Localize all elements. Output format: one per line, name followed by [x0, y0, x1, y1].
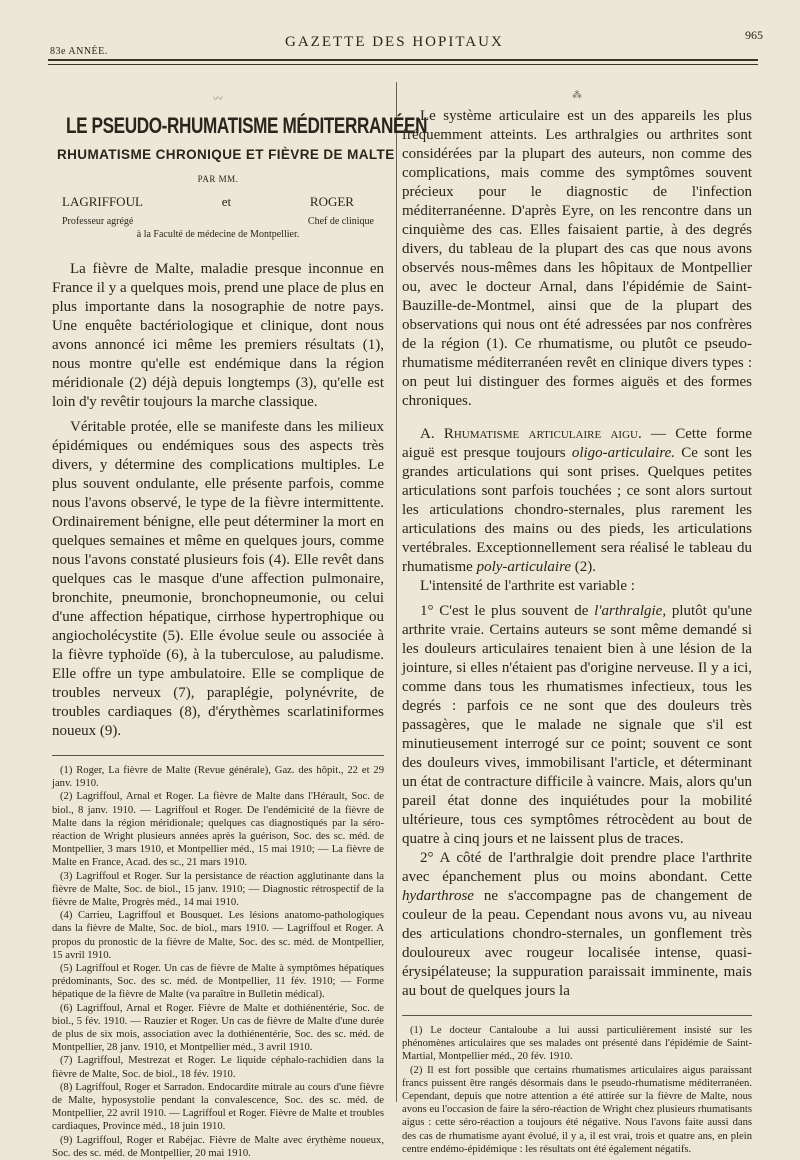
page-number: 965: [745, 28, 763, 42]
footnote-right-2: (2) Il est fort possible que certains rhumatismes articulaires aigus paraissant francs puissent être rangés désormais dans le pseudo-rhumatisme méditerranéen. Cependant, depuis que notre attention a été attirée sur la fièvre de Malte, nous avons eu l'occasion de faire la séro-réaction de Wright chez plusieurs rhumatisants aigus : cette séro-réaction a toujours été négative. Nous l'avons faite aussi dans des cas de rhumatisme ayant évolué, il y a, il est vrai, trois et quatre ans, en plein centre endémo-épidémique : les résultats ont été également négatifs.: [402, 1064, 752, 1155]
p4-text-a: 1° C'est le plus souvent de: [420, 603, 595, 619]
p5-italic-hydarthrose: hydarthrose: [402, 888, 474, 904]
footnotes-left: [52, 764, 384, 1160]
footnote-left-4: (4) Carrieu, Lagriffoul et Bousquet. Les lésions anatomo-pathologiques dans la fièvre de Malte, Soc. de biol., mars 1910. — Lagriffoul et Roger. A propos du pronostic de la fièvre de Malte, Soc. des sc. méd. de Montpellier, 15 avril 1910.: [52, 910, 384, 961]
footnote-rule-left: [52, 755, 384, 756]
p2-italic-oligo: oligo-articulaire.: [571, 445, 676, 461]
left-paragraph-2: Véritable protée, elle se manifeste dans les milieux épidémiques ou endémiques sous des aspects très divers, y détermine des complications multiples. Le plus souvent ondulante, elle présente parfois, comme nous l'avons observé, le type de la fièvre intermittente. Ordinairement bénigne, elle peut déterminer la mort en quelques semaines et même en quelques jours, comme nous l'avons constaté plusieurs fois (4). Elle revêt dans quelques cas le masque d'une affection pulmonaire, bronchite, pneumonie, bronchopneumonie, ou celui d'une affection hépatique, cirrhose hypertrophique ou angiocholécystite (5). Elle évolue seule ou associée à la fièvre typhoïde (6), à la tuberculose, au paludisme. Elle offre un type ambulatoire. Elle se complique de troubles nerveux (7), paraplégie, polynévrite, de troubles cardiaques (8), d'érythèmes scarlatiniformes noueux (9).: [52, 419, 384, 739]
footnote-left-3: (3) Lagriffoul et Roger. Sur la persistance de réaction agglutinante dans la fièvre de Malte, Soc. de biol., 15 janv. 1910; — Diagnostic rétrospectif de la fièvre de Malte, Progrès méd., 14 mai 1910.: [52, 870, 384, 909]
header-rule-thick: [48, 59, 758, 61]
footnotes-right: [402, 1024, 752, 1156]
column-divider: [396, 82, 397, 1102]
right-paragraph-3: L'intensité de l'arthrite est variable :: [420, 578, 635, 594]
right-ornament: ⁂: [572, 90, 582, 101]
affiliations-row: [62, 216, 374, 228]
left-paragraph-1: La fièvre de Malte, maladie presque inconnue en France il y a quelques mois, prend une place de plus en plus importante dans la nosographie de notre pays. Une enquête bactériologique et clinique, dont nous avons annoncé ici même les premiers résultats (1), nous montre qu'elle est endémique dans la région méridionale (2) déjà depuis longtemps (3), qu'elle est loin d'y revêtir toujours la marche classique.: [52, 261, 384, 410]
top-ornament: 〰: [213, 94, 223, 105]
journal-title: GAZETTE DES HOPITAUX: [285, 34, 504, 50]
p2-text-a: — Cette forme aiguë est presque toujours: [402, 426, 752, 461]
right-paragraph-1: Le système articulaire est un des appareils les plus fréquemment atteints. Les arthralgies ou arthrites sont considérées par la plupart des auteurs, non comme des complications, mais comme des symptômes souvent précieux pour le diagnostic de l'infection méditerranéenne. D'après Eyre, on les rencontre dans un cinquième des cas. Elles faisaient partie, à des degrés divers, du tableau de la plupart des cas que nous avons observés nous-mêmes dans les hôpitaux de Montpellier ou, avec le docteur Arnal, dans l'épidémie de Saint-Bauzille-de-Montmel, ainsi que de la plupart des observations qui nous ont été adressées par nos confrères de la région (1). Ce rhumatisme, ou plutôt ce pseudo-rhumatisme méditerranéen revêt en clinique divers types : on peut lui distinguer des formes aiguës et des formes chroniques.: [402, 108, 752, 409]
footnote-left-9: (9) Lagriffoul, Roger et Rabéjac. Fièvre de Malte avec érythème noueux, Soc. des sc. méd. de Montpellier, 20 mai 1910.: [52, 1134, 384, 1159]
affil-faculte: à la Faculté de médecine de Montpellier.: [136, 229, 300, 240]
header-rule-thin: [48, 64, 758, 65]
p4-text-b: plutôt qu'une arthrite vraie. Certains auteurs se sont même demandé si les douleurs articulaires tenaient bien à une lésion de la jointure, si elles n'étaient pas d'origine nerveuse. Il y a ici, comme dans tous les rhumatismes infectieux, tous les degrés : parfois ce ne sont que des douleurs très passagères, que le malade ne signale que s'il est minutieusement interrogé sur ce point; souvent ce sont des douleurs vives, immobilisant l'article, et déterminant un état de contracture difficile à vaincre. Mais, alors qu'un pareil état donne des inquiétudes pour la mobilité ultérieure, tous ces symptômes rétrocèdent au bout de quatre à cinq jours et ne laissent plus de traces.: [402, 603, 752, 847]
authors-row: [62, 194, 354, 210]
p5-text-b: ne s'accompagne pas de changement de couleur de la peau. Cependant nous avons vu, au niveau des articulations chondro-sternales, un gonflement très douloureux avec rougeur localisée intense, quasi-érysipélateuse; la suppuration paraissait imminente, mais au bout de quelques jours la: [402, 888, 752, 999]
author-conjunction: et: [221, 194, 232, 209]
footnote-left-2: (2) Lagriffoul, Arnal et Roger. La fièvre de Malte dans l'Hérault, Soc. de biol., 8 janv. 1910. — Lagriffoul et Roger. De l'endémicité de la fièvre de Malte dans la région méridionale; quelques cas diagnostiqués par la séro-réaction de Wright plusieurs années après la guérison, Soc. des sc. méd. de Montpellier, 3 mars 1910, et Montpellier méd., 15 mai 1910; — La fièvre de Malte en France, Acad. des sc., 21 mars 1910.: [52, 791, 384, 869]
right-paragraph-4: [402, 602, 752, 849]
author-lagriffoul: LAGRIFFOUL: [62, 194, 143, 209]
section-heading-aigu: A. Rhumatisme articulaire aigu.: [420, 426, 642, 442]
right-paragraph-2: [402, 425, 752, 577]
p2-text-b: Ce sont les grandes articulations qui sont prises. Quelques petites articulations sont parfois touchées ; ce sont alors surtout les articulations chondro-sternales, plus rarement les articulations des mains ou des pieds, les articulations vertébrales. Exceptionnellement sera réalisé le tableau du rhumatisme: [402, 445, 752, 575]
footnote-left-1: (1) Roger, La fièvre de Malte (Revue générale), Gaz. des hôpit., 22 et 29 janv. 1910.: [52, 765, 384, 790]
left-column: [52, 92, 428, 1160]
right-paragraph-5: [402, 849, 752, 1001]
right-column: [402, 92, 752, 1156]
p5-text-a: 2° A côté de l'arthralgie doit prendre place l'arthrite avec épanchement plus ou moins abondant. Cette: [402, 850, 752, 885]
affil-professeur: Professeur agrégé: [62, 216, 134, 227]
article-subtitle: RHUMATISME CHRONIQUE ET FIÈVRE DE MALTE: [57, 147, 395, 162]
year-label: 83e ANNÉE.: [50, 46, 108, 57]
footnote-left-8: (8) Lagriffoul, Roger et Sarradon. Endocardite mitrale au cours d'une fièvre de Malte, hyposystolie pendant la convalescence, Soc. des sc. méd. de Montpellier, 22 avril 1910. — Lagriffoul et Roger. Fièvre de Malte et troubles cardiaques, Province méd., 18 juin 1910.: [52, 1081, 384, 1133]
article-title: LE PSEUDO-RHUMATISME MÉDITERRANÉEN: [66, 113, 428, 138]
footnote-rule-right: [402, 1015, 752, 1016]
footnote-left-7: (7) Lagriffoul, Mestrezat et Roger. Le liquide céphalo-rachidien dans la fièvre de Malte, Soc. de biol., 18 fév. 1910.: [52, 1055, 384, 1080]
affil-chef: Chef de clinique: [307, 216, 374, 227]
footnote-left-6: (6) Lagriffoul, Arnal et Roger. Fièvre de Malte et dothiénentérie, Soc. de biol., 5 fév. 1910. — Rauzier et Roger. Un cas de fièvre de Malte d'une durée de plus de six mois, association avec la dothiénentérie, Soc. des sc. méd. de Montpellier, 28 janv. 1910, et Montpellier méd., 3 avril 1910.: [52, 1002, 384, 1054]
author-roger: ROGER: [309, 194, 354, 209]
p4-italic-arthralgie: l'arthralgie,: [594, 603, 667, 619]
p2-text-c: (2).: [571, 559, 597, 575]
byline-par: PAR MM.: [197, 174, 239, 184]
p2-italic-poly: poly-articulaire: [476, 559, 572, 575]
footnote-right-1: (1) Le docteur Cantaloube a lui aussi particulièrement insisté sur les phénomènes articulaires que ses malades ont présenté dans l'épidémie de Saint-Martial, Montpellier méd., 20 fév. 1910.: [402, 1025, 752, 1063]
footnote-left-5: (5) Lagriffoul et Roger. Un cas de fièvre de Malte à symptômes hépatiques prédominants, Soc. des sc. méd. de Montpellier, 11 fév. 1910; — Forme hépatique de la fièvre de Malte (va paraître in Bulletin médical).: [52, 963, 384, 1001]
